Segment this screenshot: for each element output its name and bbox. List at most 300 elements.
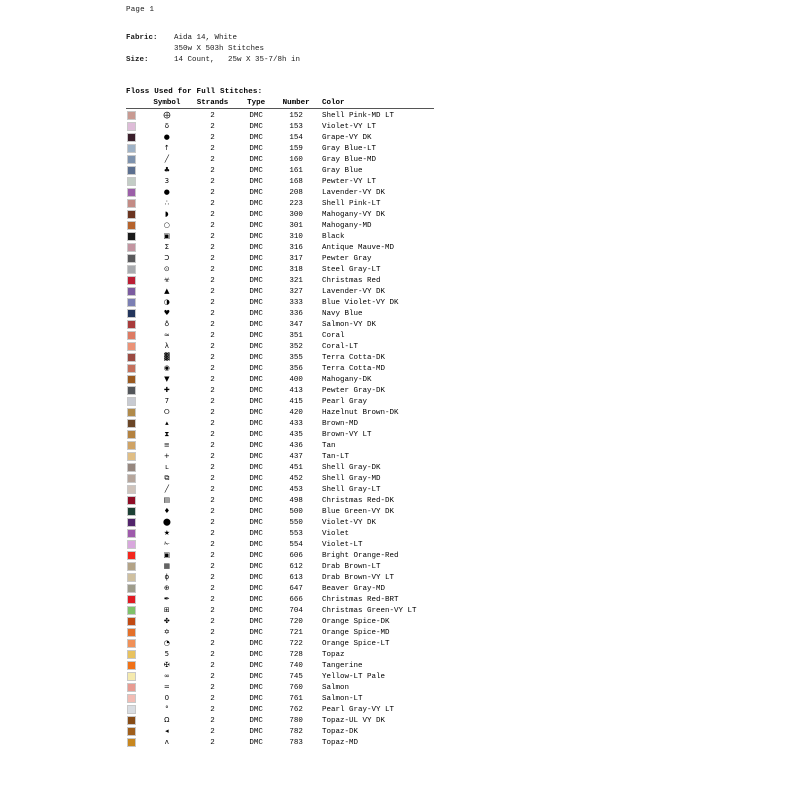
floss-number: 433 bbox=[289, 419, 303, 428]
floss-symbol bbox=[147, 451, 187, 462]
floss-color-name: Mahogany-DK bbox=[321, 375, 372, 384]
pattern-info-block bbox=[126, 33, 300, 66]
floss-color-swatch bbox=[126, 738, 147, 747]
swatch-box bbox=[127, 122, 136, 131]
floss-symbol bbox=[147, 319, 187, 330]
swatch-box bbox=[127, 144, 136, 153]
fabric-dimensions-value: 350w X 503h Stitches bbox=[174, 45, 265, 53]
table-row bbox=[126, 363, 436, 374]
floss-type: DMC bbox=[249, 386, 263, 395]
floss-symbol bbox=[147, 352, 187, 363]
floss-color-name: Orange Spice-LT bbox=[321, 639, 390, 648]
table-row bbox=[126, 319, 436, 330]
symbol-glyph-icon: ≡ bbox=[163, 441, 170, 449]
floss-type: DMC bbox=[249, 573, 263, 582]
floss-symbol bbox=[147, 418, 187, 429]
floss-type: DMC bbox=[249, 661, 263, 670]
floss-number: 498 bbox=[289, 496, 303, 505]
floss-color-swatch bbox=[126, 551, 147, 560]
table-row bbox=[126, 682, 436, 693]
floss-number: 606 bbox=[289, 551, 303, 560]
floss-table bbox=[126, 99, 436, 748]
floss-number: 728 bbox=[289, 650, 303, 659]
floss-color-swatch bbox=[126, 155, 147, 164]
table-row bbox=[126, 231, 436, 242]
floss-symbol bbox=[147, 132, 187, 143]
floss-color-swatch bbox=[126, 716, 147, 725]
floss-strands: 2 bbox=[210, 210, 215, 219]
floss-symbol bbox=[147, 165, 187, 176]
symbol-glyph-icon: ● bbox=[163, 188, 170, 196]
table-row bbox=[126, 121, 436, 132]
table-row bbox=[126, 605, 436, 616]
swatch-box bbox=[127, 342, 136, 351]
floss-strands: 2 bbox=[210, 672, 215, 681]
floss-symbol bbox=[147, 627, 187, 638]
floss-symbol bbox=[147, 473, 187, 484]
floss-strands: 2 bbox=[210, 738, 215, 747]
floss-symbol bbox=[147, 495, 187, 506]
floss-number: 740 bbox=[289, 661, 303, 670]
floss-type: DMC bbox=[249, 441, 263, 450]
swatch-box bbox=[127, 716, 136, 725]
floss-type: DMC bbox=[249, 518, 263, 527]
floss-number: 761 bbox=[289, 694, 303, 703]
swatch-box bbox=[127, 727, 136, 736]
floss-strands: 2 bbox=[210, 199, 215, 208]
floss-color-swatch bbox=[126, 122, 147, 131]
floss-symbol bbox=[147, 396, 187, 407]
floss-color-swatch bbox=[126, 320, 147, 329]
floss-number: 550 bbox=[289, 518, 303, 527]
floss-color-name: Blue Green-VY DK bbox=[321, 507, 394, 516]
swatch-box bbox=[127, 254, 136, 263]
floss-type: DMC bbox=[249, 639, 263, 648]
floss-number: 451 bbox=[289, 463, 303, 472]
table-row bbox=[126, 627, 436, 638]
table-row bbox=[126, 671, 436, 682]
floss-number: 745 bbox=[289, 672, 303, 681]
floss-strands: 2 bbox=[210, 155, 215, 164]
floss-strands: 2 bbox=[210, 265, 215, 274]
symbol-glyph-icon: ▼ bbox=[164, 375, 170, 383]
header-color: Color bbox=[321, 99, 345, 107]
floss-color-swatch bbox=[126, 573, 147, 582]
floss-type: DMC bbox=[249, 452, 263, 461]
floss-strands: 2 bbox=[210, 727, 215, 736]
floss-strands: 2 bbox=[210, 232, 215, 241]
floss-number: 317 bbox=[289, 254, 303, 263]
floss-color-swatch bbox=[126, 496, 147, 505]
symbol-glyph-icon: ▓ bbox=[164, 353, 170, 361]
floss-number: 722 bbox=[289, 639, 303, 648]
floss-color-name: Topaz-DK bbox=[321, 727, 358, 736]
size-value: 14 Count, 25w X 35-7/8h in bbox=[174, 56, 301, 64]
floss-color-name: Christmas Red-BRT bbox=[321, 595, 399, 604]
floss-color-swatch bbox=[126, 595, 147, 604]
floss-color-name: Orange Spice-DK bbox=[321, 617, 390, 626]
symbol-glyph-icon: ╱ bbox=[164, 485, 169, 493]
floss-color-name: Violet-VY DK bbox=[321, 518, 376, 527]
floss-symbol bbox=[147, 506, 187, 517]
floss-color-name: Gray Blue bbox=[321, 166, 363, 175]
floss-color-name: Bright Orange-Red bbox=[321, 551, 399, 560]
symbol-glyph-icon: 7 bbox=[164, 397, 170, 405]
fabric-value: Aida 14, White bbox=[174, 34, 238, 42]
table-row bbox=[126, 154, 436, 165]
floss-color-swatch bbox=[126, 133, 147, 142]
floss-color-swatch bbox=[126, 639, 147, 648]
floss-symbol bbox=[147, 363, 187, 374]
floss-color-swatch bbox=[126, 397, 147, 406]
swatch-box bbox=[127, 485, 136, 494]
table-row bbox=[126, 473, 436, 484]
symbol-glyph-icon: ʌ bbox=[164, 738, 169, 746]
floss-type: DMC bbox=[249, 331, 263, 340]
swatch-box bbox=[127, 683, 136, 692]
swatch-box bbox=[127, 419, 136, 428]
floss-strands: 2 bbox=[210, 529, 215, 538]
floss-strands: 2 bbox=[210, 287, 215, 296]
swatch-box bbox=[127, 397, 136, 406]
symbol-glyph-icon: ↑ bbox=[163, 144, 170, 152]
floss-strands: 2 bbox=[210, 166, 215, 175]
table-row bbox=[126, 143, 436, 154]
symbol-glyph-icon: ▤ bbox=[163, 496, 171, 504]
swatch-box bbox=[127, 529, 136, 538]
floss-color-name: Pearl Gray-VY LT bbox=[321, 705, 394, 714]
floss-symbol bbox=[147, 517, 187, 528]
floss-color-swatch bbox=[126, 628, 147, 637]
floss-symbol bbox=[147, 407, 187, 418]
floss-type: DMC bbox=[249, 166, 263, 175]
floss-color-name: Brown-VY LT bbox=[321, 430, 372, 439]
floss-type: DMC bbox=[249, 155, 263, 164]
floss-number: 333 bbox=[289, 298, 303, 307]
symbol-glyph-icon: δ bbox=[164, 122, 169, 130]
floss-color-swatch bbox=[126, 518, 147, 527]
swatch-box bbox=[127, 606, 136, 615]
fabric-dimensions-spacer bbox=[126, 44, 174, 55]
floss-color-name: Terra Cotta-MD bbox=[321, 364, 385, 373]
table-row bbox=[126, 187, 436, 198]
floss-color-swatch bbox=[126, 672, 147, 681]
floss-number: 413 bbox=[289, 386, 303, 395]
floss-color-name: Shell Pink-LT bbox=[321, 199, 381, 208]
table-row bbox=[126, 330, 436, 341]
floss-type: DMC bbox=[249, 507, 263, 516]
table-row bbox=[126, 264, 436, 275]
table-row bbox=[126, 275, 436, 286]
floss-symbol bbox=[147, 605, 187, 616]
floss-symbol bbox=[147, 110, 187, 121]
floss-color-swatch bbox=[126, 386, 147, 395]
floss-color-name: Hazelnut Brown-DK bbox=[321, 408, 399, 417]
floss-strands: 2 bbox=[210, 463, 215, 472]
table-row bbox=[126, 715, 436, 726]
floss-type: DMC bbox=[249, 430, 263, 439]
symbol-glyph-icon: 3 bbox=[164, 177, 170, 185]
floss-type: DMC bbox=[249, 540, 263, 549]
table-row bbox=[126, 341, 436, 352]
floss-number: 327 bbox=[289, 287, 303, 296]
floss-number: 154 bbox=[289, 133, 303, 142]
floss-color-swatch bbox=[126, 650, 147, 659]
fabric-label: Fabric: bbox=[126, 34, 158, 42]
symbol-glyph-icon: ✠ bbox=[163, 661, 170, 669]
symbol-glyph-icon: ⨁ bbox=[163, 111, 171, 119]
floss-color-swatch bbox=[126, 507, 147, 516]
floss-type: DMC bbox=[249, 287, 263, 296]
header-number: Number bbox=[282, 99, 310, 107]
floss-type: DMC bbox=[249, 199, 263, 208]
fabric-dimensions-row bbox=[126, 44, 300, 55]
swatch-box bbox=[127, 507, 136, 516]
floss-color-swatch bbox=[126, 661, 147, 670]
floss-type: DMC bbox=[249, 309, 263, 318]
floss-strands: 2 bbox=[210, 551, 215, 560]
symbol-glyph-icon: ▣ bbox=[163, 232, 171, 240]
symbol-glyph-icon: ⊙ bbox=[163, 265, 170, 273]
floss-color-name: Gray Blue-MD bbox=[321, 155, 376, 164]
floss-color-name: Shell Pink-MD LT bbox=[321, 111, 394, 120]
floss-strands: 2 bbox=[210, 562, 215, 571]
floss-color-name: Steel Gray-LT bbox=[321, 265, 381, 274]
symbol-glyph-icon: ● bbox=[163, 133, 170, 141]
floss-color-name: Lavender-VY DK bbox=[321, 188, 385, 197]
floss-symbol bbox=[147, 638, 187, 649]
floss-color-swatch bbox=[126, 584, 147, 593]
floss-strands: 2 bbox=[210, 485, 215, 494]
floss-color-swatch bbox=[126, 408, 147, 417]
swatch-box bbox=[127, 386, 136, 395]
floss-symbol bbox=[147, 572, 187, 583]
floss-symbol bbox=[147, 385, 187, 396]
symbol-glyph-icon: ╱ bbox=[164, 155, 169, 163]
swatch-box bbox=[127, 133, 136, 142]
floss-number: 780 bbox=[289, 716, 303, 725]
floss-number: 347 bbox=[289, 320, 303, 329]
floss-type: DMC bbox=[249, 265, 263, 274]
floss-strands: 2 bbox=[210, 705, 215, 714]
floss-strands: 2 bbox=[210, 309, 215, 318]
floss-type: DMC bbox=[249, 595, 263, 604]
floss-strands: 2 bbox=[210, 122, 215, 131]
swatch-box bbox=[127, 474, 136, 483]
floss-type: DMC bbox=[249, 694, 263, 703]
symbol-glyph-icon: ⧉ bbox=[164, 474, 170, 482]
floss-color-name: Christmas Red-DK bbox=[321, 496, 394, 505]
floss-type: DMC bbox=[249, 111, 263, 120]
size-row bbox=[126, 55, 300, 66]
floss-strands: 2 bbox=[210, 353, 215, 362]
floss-color-swatch bbox=[126, 364, 147, 373]
symbol-glyph-icon: ✡ bbox=[163, 628, 170, 636]
floss-symbol bbox=[147, 649, 187, 660]
swatch-box bbox=[127, 375, 136, 384]
table-row bbox=[126, 418, 436, 429]
floss-symbol bbox=[147, 484, 187, 495]
floss-strands: 2 bbox=[210, 276, 215, 285]
swatch-box bbox=[127, 232, 136, 241]
symbol-glyph-icon: Σ bbox=[164, 243, 170, 251]
floss-color-swatch bbox=[126, 298, 147, 307]
floss-color-name: Violet-VY LT bbox=[321, 122, 376, 131]
floss-type: DMC bbox=[249, 485, 263, 494]
floss-strands: 2 bbox=[210, 320, 215, 329]
symbol-glyph-icon: ϕ bbox=[164, 573, 170, 581]
swatch-box bbox=[127, 221, 136, 230]
floss-table-header bbox=[126, 99, 436, 108]
swatch-box bbox=[127, 265, 136, 274]
floss-strands: 2 bbox=[210, 430, 215, 439]
floss-number: 762 bbox=[289, 705, 303, 714]
floss-number: 613 bbox=[289, 573, 303, 582]
floss-number: 159 bbox=[289, 144, 303, 153]
size-label: Size: bbox=[126, 56, 149, 64]
floss-number: 160 bbox=[289, 155, 303, 164]
floss-number: 666 bbox=[289, 595, 303, 604]
floss-color-swatch bbox=[126, 111, 147, 120]
floss-number: 318 bbox=[289, 265, 303, 274]
swatch-box bbox=[127, 276, 136, 285]
floss-number: 720 bbox=[289, 617, 303, 626]
floss-color-name: Drab Brown-LT bbox=[321, 562, 381, 571]
floss-strands: 2 bbox=[210, 144, 215, 153]
floss-color-swatch bbox=[126, 562, 147, 571]
header-swatch bbox=[126, 99, 147, 107]
floss-type: DMC bbox=[249, 254, 263, 263]
symbol-glyph-icon: ◗ bbox=[165, 210, 169, 218]
floss-symbol bbox=[147, 220, 187, 231]
floss-symbol bbox=[147, 308, 187, 319]
swatch-box bbox=[127, 562, 136, 571]
table-row bbox=[126, 528, 436, 539]
floss-number: 647 bbox=[289, 584, 303, 593]
table-row bbox=[126, 616, 436, 627]
floss-strands: 2 bbox=[210, 683, 215, 692]
floss-color-swatch bbox=[126, 265, 147, 274]
table-row bbox=[126, 253, 436, 264]
floss-symbol bbox=[147, 715, 187, 726]
swatch-box bbox=[127, 573, 136, 582]
page-label: Page 1 bbox=[126, 6, 155, 14]
floss-strands: 2 bbox=[210, 188, 215, 197]
table-row bbox=[126, 242, 436, 253]
symbol-glyph-icon: ʟ bbox=[165, 463, 169, 471]
floss-symbol bbox=[147, 154, 187, 165]
floss-color-name: Pearl Gray bbox=[321, 397, 367, 406]
floss-symbol bbox=[147, 737, 187, 748]
floss-number: 301 bbox=[289, 221, 303, 230]
swatch-box bbox=[127, 584, 136, 593]
header-strands: Strands bbox=[196, 99, 229, 107]
floss-color-swatch bbox=[126, 276, 147, 285]
floss-color-name: Tangerine bbox=[321, 661, 363, 670]
floss-strands: 2 bbox=[210, 474, 215, 483]
floss-symbol bbox=[147, 242, 187, 253]
floss-number: 321 bbox=[289, 276, 303, 285]
floss-number: 612 bbox=[289, 562, 303, 571]
floss-color-name: Salmon-LT bbox=[321, 694, 363, 703]
floss-color-name: Brown-MD bbox=[321, 419, 358, 428]
floss-color-swatch bbox=[126, 221, 147, 230]
floss-strands: 2 bbox=[210, 573, 215, 582]
swatch-box bbox=[127, 650, 136, 659]
floss-color-name: Christmas Red bbox=[321, 276, 381, 285]
swatch-box bbox=[127, 441, 136, 450]
symbol-glyph-icon: ⬤ bbox=[162, 518, 171, 526]
swatch-box bbox=[127, 595, 136, 604]
table-row bbox=[126, 495, 436, 506]
floss-type: DMC bbox=[249, 320, 263, 329]
table-row bbox=[126, 704, 436, 715]
symbol-glyph-icon: ▦ bbox=[163, 562, 171, 570]
floss-number: 553 bbox=[289, 529, 303, 538]
floss-symbol bbox=[147, 209, 187, 220]
floss-type: DMC bbox=[249, 551, 263, 560]
floss-type: DMC bbox=[249, 133, 263, 142]
floss-symbol bbox=[147, 704, 187, 715]
floss-color-name: Lavender-VY DK bbox=[321, 287, 385, 296]
floss-number: 783 bbox=[289, 738, 303, 747]
symbol-glyph-icon: ∞ bbox=[163, 672, 170, 680]
floss-color-swatch bbox=[126, 419, 147, 428]
floss-symbol bbox=[147, 682, 187, 693]
table-row bbox=[126, 286, 436, 297]
floss-strands: 2 bbox=[210, 628, 215, 637]
swatch-box bbox=[127, 364, 136, 373]
floss-strands: 2 bbox=[210, 177, 215, 186]
floss-type: DMC bbox=[249, 705, 263, 714]
symbol-glyph-icon: ◔ bbox=[163, 639, 170, 647]
floss-type: DMC bbox=[249, 672, 263, 681]
swatch-box bbox=[127, 694, 136, 703]
symbol-glyph-icon: Ɔ bbox=[164, 254, 170, 262]
symbol-glyph-icon: + bbox=[163, 452, 170, 460]
table-row bbox=[126, 220, 436, 231]
floss-strands: 2 bbox=[210, 331, 215, 340]
floss-symbol bbox=[147, 693, 187, 704]
floss-symbol bbox=[147, 286, 187, 297]
floss-number: 316 bbox=[289, 243, 303, 252]
floss-color-swatch bbox=[126, 342, 147, 351]
table-row bbox=[126, 462, 436, 473]
floss-strands: 2 bbox=[210, 639, 215, 648]
symbol-glyph-icon: ♥ bbox=[163, 309, 170, 317]
floss-color-name: Shell Gray-DK bbox=[321, 463, 381, 472]
floss-type: DMC bbox=[249, 606, 263, 615]
table-row bbox=[126, 693, 436, 704]
floss-symbol bbox=[147, 561, 187, 572]
floss-number: 453 bbox=[289, 485, 303, 494]
floss-strands: 2 bbox=[210, 452, 215, 461]
header-divider bbox=[126, 108, 434, 109]
table-row bbox=[126, 165, 436, 176]
floss-symbol bbox=[147, 231, 187, 242]
table-row bbox=[126, 451, 436, 462]
floss-color-swatch bbox=[126, 188, 147, 197]
floss-strands: 2 bbox=[210, 221, 215, 230]
floss-strands: 2 bbox=[210, 364, 215, 373]
floss-strands: 2 bbox=[210, 716, 215, 725]
swatch-box bbox=[127, 298, 136, 307]
floss-color-name: Blue Violet-VY DK bbox=[321, 298, 399, 307]
floss-type: DMC bbox=[249, 375, 263, 384]
floss-color-name: Tan-LT bbox=[321, 452, 349, 461]
floss-color-swatch bbox=[126, 529, 147, 538]
swatch-box bbox=[127, 518, 136, 527]
